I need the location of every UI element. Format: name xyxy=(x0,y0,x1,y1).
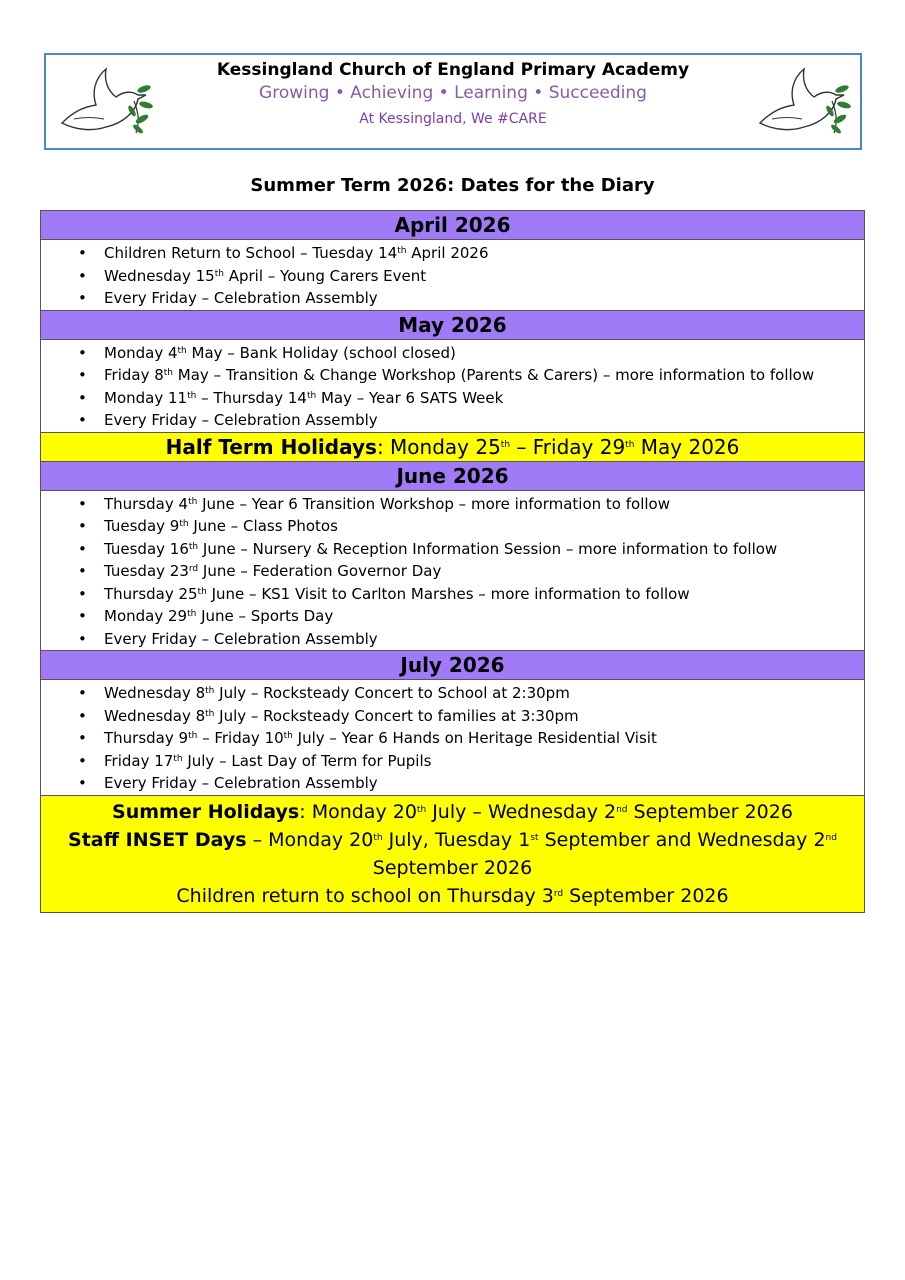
month-heading-april: April 2026 xyxy=(41,211,864,240)
dove-logo-icon xyxy=(752,61,852,141)
list-item: • Wednesday 8th July – Rocksteady Concert to families at 3:30pm xyxy=(104,705,864,728)
list-item: • Every Friday – Celebration Assembly xyxy=(104,628,864,651)
month-heading-july: July 2026 xyxy=(41,651,864,680)
summer-holidays-banner xyxy=(41,796,864,912)
list-item: • Wednesday 8th July – Rocksteady Concert to School at 2:30pm xyxy=(104,682,864,705)
staff-inset-line: Staff INSET Days – Monday 20th July, Tuesday 1st September and Wednesday 2nd September 2026 xyxy=(68,828,837,879)
half-term-banner: Half Term Holidays: Monday 25th – Friday 29th May 2026 xyxy=(41,433,864,462)
month-heading-may: May 2026 xyxy=(41,311,864,340)
list-item: • Children Return to School – Tuesday 14th April 2026 xyxy=(104,242,864,265)
dates-table xyxy=(40,210,865,913)
list-item: • Friday 17th July – Last Day of Term for Pupils xyxy=(104,750,864,773)
list-item: • Monday 4th May – Bank Holiday (school closed) xyxy=(104,342,864,365)
dove-logo-icon xyxy=(54,61,154,141)
july-list xyxy=(41,680,864,796)
summer-holidays-line: Summer Holidays: Monday 20th July – Wednesday 2nd September 2026 xyxy=(112,800,793,823)
school-header xyxy=(44,53,862,150)
school-values: At Kessingland, We #CARE xyxy=(359,111,547,127)
children-return-line: Children return to school on Thursday 3rd September 2026 xyxy=(176,884,729,907)
month-heading-june: June 2026 xyxy=(41,462,864,491)
april-list xyxy=(41,240,864,311)
list-item: • Thursday 4th June – Year 6 Transition Workshop – more information to follow xyxy=(104,493,864,516)
list-item: • Tuesday 9th June – Class Photos xyxy=(104,515,864,538)
may-list xyxy=(41,340,864,433)
list-item: • Tuesday 16th June – Nursery & Reception Information Session – more information to follow xyxy=(104,538,864,561)
school-name: Kessingland Church of England Primary Academy xyxy=(216,60,690,80)
page-title: Summer Term 2026: Dates for the Diary xyxy=(250,175,655,196)
list-item: • Every Friday – Celebration Assembly xyxy=(104,772,864,795)
list-item: • Monday 29th June – Sports Day xyxy=(104,605,864,628)
list-item: • Every Friday – Celebration Assembly xyxy=(104,287,864,310)
list-item: • Thursday 9th – Friday 10th July – Year 6 Hands on Heritage Residential Visit xyxy=(104,727,864,750)
list-item: • Every Friday – Celebration Assembly xyxy=(104,409,864,432)
june-list xyxy=(41,491,864,652)
school-motto: Growing • Achieving • Learning • Succeeding xyxy=(259,83,647,103)
list-item: • Tuesday 23rd June – Federation Governor Day xyxy=(104,560,864,583)
list-item: • Monday 11th – Thursday 14th May – Year 6 SATS Week xyxy=(104,387,864,410)
list-item: • Friday 8th May – Transition & Change Workshop (Parents & Carers) – more information to follow xyxy=(104,364,864,387)
list-item: • Thursday 25th June – KS1 Visit to Carlton Marshes – more information to follow xyxy=(104,583,864,606)
list-item: • Wednesday 15th April – Young Carers Event xyxy=(104,265,864,288)
